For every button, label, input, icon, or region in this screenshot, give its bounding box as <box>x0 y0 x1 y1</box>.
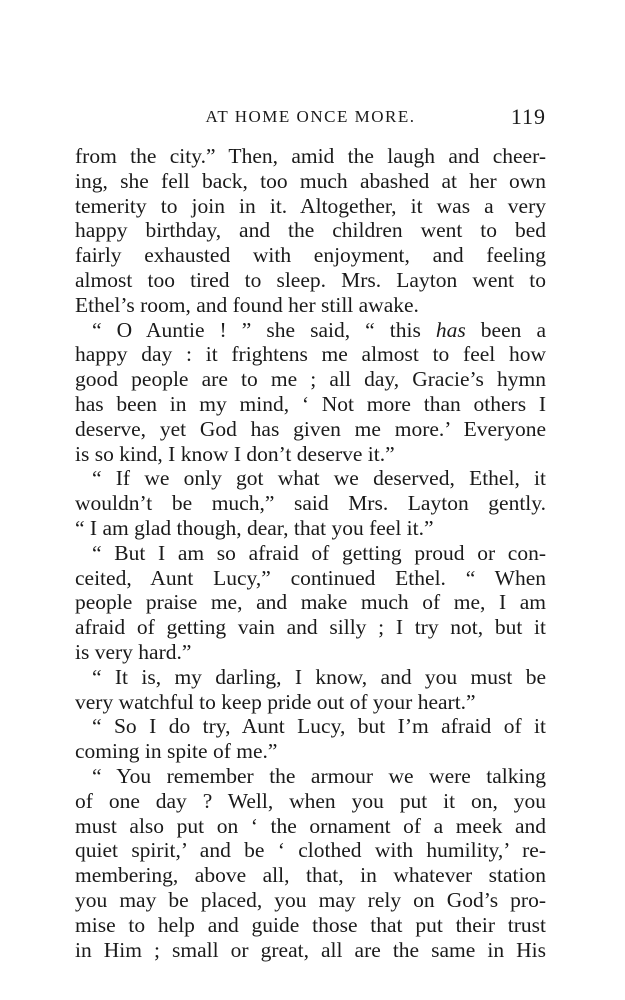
text-line: from the city.” Then, amid the laugh and cheer- <box>75 144 546 168</box>
running-title: AT HOME ONCE MORE. <box>205 107 416 126</box>
text-line: “ But I am so afraid of getting proud or con- <box>92 540 546 565</box>
text-line: “ So I do try, Aunt Lucy, but I’m afraid of it <box>92 714 546 739</box>
text-line: “ O Auntie ! ” she said, “ this has been a <box>92 317 546 342</box>
page-number: 119 <box>510 104 546 129</box>
text-line: in Him ; small or great, all are the same in His <box>75 937 546 962</box>
text-line: mise to help and guide those that put their trust <box>75 912 546 937</box>
running-head <box>75 102 546 132</box>
text-line: “ It is, my darling, I know, and you must be <box>92 664 546 689</box>
text-line: is so kind, I know I don’t deserve it.” <box>75 441 395 466</box>
text-line: is very hard.” <box>75 639 192 664</box>
text-line: Ethel’s room, and found her still awake. <box>75 292 419 317</box>
text-line: quiet spirit,’ and be ‘ clothed with humility,’ re- <box>75 838 546 863</box>
text-line: afraid of getting vain and silly ; I try not, but it <box>75 615 546 640</box>
text-line: good people are to me ; all day, Gracie’s hymn <box>75 367 546 392</box>
text-line: “ If we only got what we deserved, Ethel, it <box>92 466 546 491</box>
text-line: wouldn’t be much,” said Mrs. Layton gently. <box>75 491 546 516</box>
body-text <box>75 144 546 962</box>
text-line: very watchful to keep pride out of your heart.” <box>75 689 476 714</box>
text-line: happy birthday, and the children went to bed <box>75 218 546 243</box>
text-line: temerity to join in it. Altogether, it was a very <box>75 193 546 218</box>
text-line: “ You remember the armour we were talking <box>92 763 546 788</box>
text-line: ing, she fell back, too much abashed at her own <box>75 168 546 193</box>
text-line: has been in my mind, ‘ Not more than others I <box>75 391 546 416</box>
text-line: almost too tired to sleep. Mrs. Layton went to <box>75 267 546 292</box>
text-line: happy day : it frightens me almost to feel how <box>75 342 546 367</box>
text-line: of one day ? Well, when you put it on, you <box>75 788 546 813</box>
text-line: people praise me, and make much of me, I am <box>75 590 546 615</box>
text-line: membering, above all, that, in whatever station <box>75 863 546 888</box>
text-line: you may be placed, you may rely on God’s pro- <box>75 887 546 912</box>
text-line: coming in spite of me.” <box>75 739 278 764</box>
emphasis: has <box>435 317 466 342</box>
text-line: must also put on ‘ the ornament of a meek and <box>75 813 546 838</box>
text-line: ceited, Aunt Lucy,” continued Ethel. “ When <box>75 565 546 590</box>
text-line: fairly exhausted with enjoyment, and feeling <box>75 243 546 268</box>
text-line: deserve, yet God has given me more.’ Everyone <box>75 416 546 441</box>
text-line: “ I am glad though, dear, that you feel it.” <box>75 515 434 540</box>
